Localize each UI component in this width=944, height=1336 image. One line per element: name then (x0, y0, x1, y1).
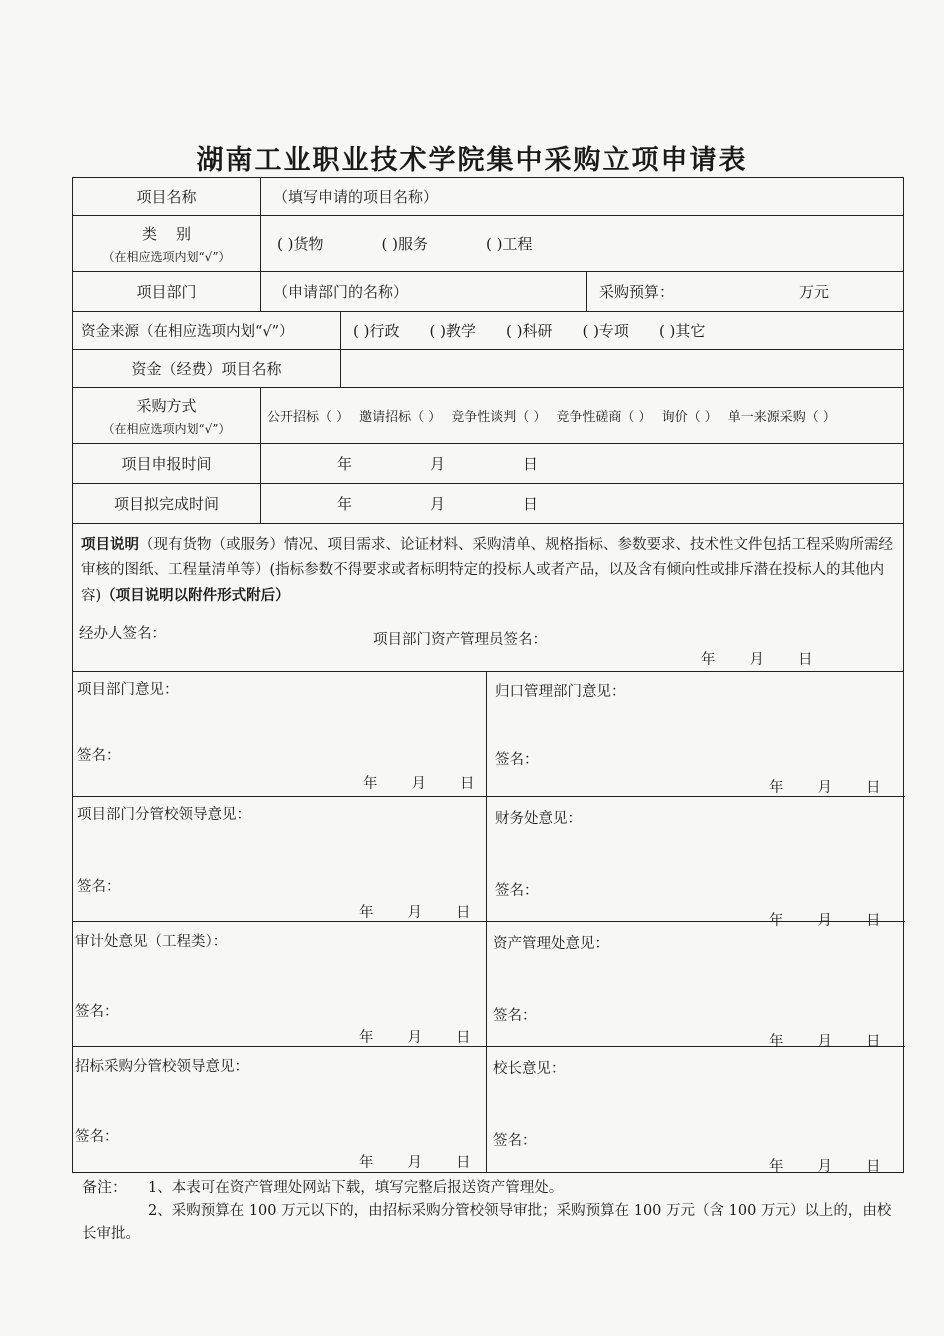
fund-option-admin[interactable]: ( )行政 (353, 322, 400, 340)
opinion-audit[interactable] (73, 922, 487, 1047)
note-prefix: 备注： (82, 1178, 128, 1196)
finish-year: 年 (337, 495, 353, 513)
opinion-audit-label: 审计处意见（工程类）： (75, 934, 228, 950)
application-form (72, 177, 904, 1173)
opinion-dept-date: 年 月 日 (363, 776, 475, 792)
row-project-name (73, 178, 903, 216)
description-heading: 项目说明 (81, 536, 139, 553)
opinion-president-sign: 签名： (493, 1133, 537, 1149)
opinion-dept[interactable] (73, 672, 487, 797)
category-option-goods[interactable]: ( )货物 (277, 235, 324, 253)
note-line-2: 2、采购预算在 100 万元以下的，由招标采购分管校领导审批；采购预算在 100 万元（含 100 万元）以上的，由校长审批。 (82, 1203, 892, 1242)
opinion-dept-label: 项目部门意见： (77, 682, 179, 698)
category-option-construction[interactable]: ( )工程 (485, 235, 533, 253)
description-body: （现有货物（或服务）情况、项目需求、论证材料、采购清单、规格指标、参数要求、技术性文件包括工程采购所需经审核的图纸、工程量清单等）(指标参数不得要求或者标明特定的投标人或者产品，以及含有倾向性或排斥潜在投标人的其他内容) (81, 537, 893, 604)
finish-time-label: 项目拟完成时间 (73, 484, 261, 523)
report-day: 日 (523, 455, 539, 473)
description-date: 年 月 日 (701, 652, 813, 668)
category-options (261, 216, 903, 271)
procurement-method-label: 采购方式 （在相应选项内划“√”） (73, 388, 261, 443)
opinion-dept-leader-label: 项目部门分管校领导意见： (77, 807, 251, 823)
asset-admin-signature-label: 项目部门资产管理员签名： (373, 632, 547, 648)
opinion-management-label: 归口管理部门意见： (495, 684, 626, 700)
opinion-president[interactable] (487, 1047, 905, 1175)
finish-day: 日 (523, 495, 539, 513)
finish-time-field[interactable] (261, 484, 903, 523)
department-label: 项目部门 (73, 272, 261, 311)
opinion-procurement-leader-date: 年 月 日 (359, 1155, 471, 1171)
opinion-finance-date: 年 月 日 (769, 913, 881, 929)
fund-option-research[interactable]: ( )科研 (505, 322, 553, 340)
opinion-procurement-leader-label: 招标采购分管校领导意见： (75, 1059, 249, 1075)
budget-field[interactable] (587, 272, 903, 311)
opinion-audit-sign: 签名： (75, 1004, 119, 1020)
method-option-open-tender[interactable]: 公开招标（ ） (267, 410, 350, 425)
row-department (73, 272, 903, 312)
report-time-label: 项目申报时间 (73, 444, 261, 483)
opinions-grid (73, 672, 903, 1175)
budget-unit: 万元 (798, 283, 829, 301)
description-tail: （项目说明以附件形式附后） (101, 587, 290, 604)
form-title: 湖南工业职业技术学院集中采购立项申请表 (196, 145, 748, 176)
project-name-field[interactable]: （填写申请的项目名称） (273, 188, 439, 206)
row-finish-time (73, 484, 903, 524)
row-report-time (73, 444, 903, 484)
fund-source-options (341, 312, 903, 349)
method-option-invited-tender[interactable]: 邀请招标（ ） (359, 410, 442, 425)
handler-signature-label: 经办人签名： (79, 626, 166, 642)
description-section (73, 524, 903, 672)
method-option-single-source[interactable]: 单一来源采购（ ） (727, 410, 836, 425)
row-fund-project (73, 350, 903, 388)
row-category (73, 216, 903, 272)
opinion-asset[interactable] (487, 922, 905, 1050)
opinion-president-label: 校长意见： (493, 1061, 566, 1077)
fund-option-teaching[interactable]: ( )教学 (429, 322, 476, 340)
opinion-procurement-leader[interactable] (73, 1047, 487, 1172)
fund-option-special[interactable]: ( )专项 (582, 322, 629, 340)
project-name-label: 项目名称 (73, 178, 261, 215)
opinion-dept-sign: 签名： (77, 748, 121, 764)
finish-month: 月 (430, 495, 446, 513)
opinion-asset-sign: 签名： (493, 1008, 537, 1024)
fund-project-field[interactable] (341, 350, 903, 387)
opinion-dept-leader-date: 年 月 日 (359, 905, 471, 921)
category-option-services[interactable]: ( )服务 (381, 235, 428, 253)
procurement-method-options (261, 388, 903, 443)
opinion-audit-date: 年 月 日 (359, 1030, 471, 1046)
row-procurement-method (73, 388, 903, 444)
fund-source-label: 资金来源（在相应选项内划“√”） (73, 312, 341, 349)
method-option-inquiry[interactable]: 询价（ ） (661, 410, 718, 425)
method-option-negotiation[interactable]: 竞争性谈判（ ） (451, 410, 547, 425)
opinion-finance[interactable] (487, 797, 905, 929)
report-month: 月 (430, 455, 446, 473)
report-year: 年 (337, 455, 353, 473)
description-text (73, 524, 903, 609)
opinion-management-sign: 签名： (495, 752, 539, 768)
opinion-dept-leader[interactable] (73, 797, 487, 922)
category-label: 类 别 （在相应选项内划“√”） (73, 216, 261, 271)
notes (82, 1176, 902, 1246)
opinion-dept-leader-sign: 签名： (77, 879, 121, 895)
opinion-finance-sign: 签名： (495, 883, 539, 899)
opinion-asset-date: 年 月 日 (769, 1034, 881, 1050)
opinion-president-date: 年 月 日 (769, 1159, 881, 1175)
opinion-procurement-leader-sign: 签名： (75, 1129, 119, 1145)
fund-option-other[interactable]: ( )其它 (658, 322, 706, 340)
note-line-1: 备注： 1、本表可在资产管理处网站下载，填写完整后报送资产管理处。 (82, 1176, 902, 1200)
opinion-asset-label: 资产管理处意见： (493, 936, 609, 952)
opinion-management-date: 年 月 日 (769, 780, 881, 796)
fund-project-label: 资金（经费）项目名称 (73, 350, 341, 387)
department-field[interactable]: （申请部门的名称） (261, 272, 587, 311)
method-option-consultation[interactable]: 竞争性磋商（ ） (556, 410, 652, 425)
row-fund-source (73, 312, 903, 350)
opinion-management[interactable] (487, 672, 905, 797)
report-time-field[interactable] (261, 444, 903, 483)
budget-label: 采购预算： (599, 283, 675, 301)
opinion-finance-label: 财务处意见： (495, 811, 582, 827)
